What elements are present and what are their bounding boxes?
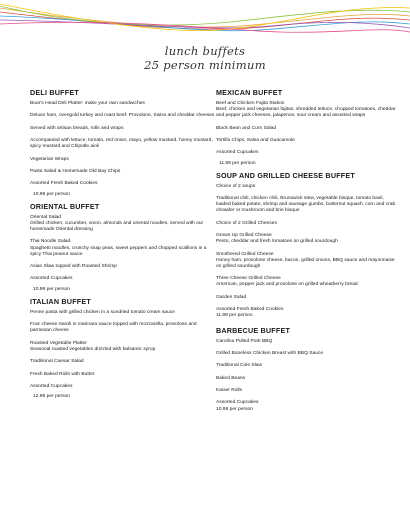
menu-item: Grown Up Grilled Cheese Pesto, cheddar and fresh tomatoes on grilled sourdough xyxy=(216,233,338,245)
menu-item: Kaiser Rolls xyxy=(216,388,243,394)
price-label: 10.99 per person xyxy=(33,286,70,292)
menu-item: Roasted Vegetable Platter Seasonal roasted vegetables drizzled with balsamic syrup xyxy=(30,340,156,352)
menu-item: Accompanied with lettuce, tomato, red onion, mayo, yellow mustard, honey mustard, spicy mustard and Chipotle aioli xyxy=(30,138,213,150)
menu-item: Vegetarian Wraps xyxy=(30,156,69,162)
price-label: 10.99 per person xyxy=(33,191,70,197)
title-line-1: lunch buffets xyxy=(164,44,246,58)
menu-item: Baked Beans xyxy=(216,375,246,381)
menu-item: Traditional Cole Slaw xyxy=(216,363,263,369)
right-column xyxy=(216,88,396,419)
menu-item: Traditional chili, chicken chili, Brunswick stew, vegetable bisque, tomato basil, loaded baked potato, shrimp and sausage gumbo, butternut squash, corn and crab chowder or mushroom and brie bisque xyxy=(216,196,396,214)
menu-item: Garden Salad xyxy=(216,294,247,300)
menu-title xyxy=(0,44,410,72)
price-label: 11.99 per person xyxy=(219,160,256,166)
menu-item: Oriental Salad Grilled chicken, cucumber, onion, almonds and oriental noodles, served with our homemade Oriental dressing xyxy=(30,214,204,233)
menu-item: Assorted Cupcakes xyxy=(216,150,259,156)
menu-item: Deluxe ham, ovengold turkey and roast beef: Provolone, Swiss and cheddar cheeses xyxy=(30,113,215,119)
menu-item: Traditional Caesar Salad xyxy=(30,359,84,365)
menu-item: Carolina Pulled Pork BBQ xyxy=(216,338,273,344)
mexican-buffet-heading: MEXICAN BUFFET xyxy=(216,88,283,97)
italian-buffet-heading: ITALIAN BUFFET xyxy=(30,296,91,306)
menu-item: Assorted Cupcakes 10.99 per person xyxy=(216,400,259,412)
soup-and-grilled-cheese-buffet-heading: SOUP AND GRILLED CHEESE BUFFET xyxy=(216,170,355,180)
menu-item: Penne pasta with grilled chicken in a sundried tomato cream sauce xyxy=(30,309,175,315)
menu-item: Assorted Fresh Baked Cookies xyxy=(30,181,98,187)
menu-item: Three Cheese Grilled Cheese American, pepper jack and provolone on grilled wheatberry bread xyxy=(216,276,358,288)
deli-buffet-heading: DELI BUFFET xyxy=(30,88,79,97)
title-line-2: 25 person minimum xyxy=(144,58,266,72)
menu-item: Tortilla Chips, Salsa and Guacamole xyxy=(216,137,295,143)
menu-item: Choice of 2 soups xyxy=(216,183,256,189)
menu-item: Assorted Fresh Baked Cookies 11.99 per person xyxy=(216,307,284,319)
decorative-lines xyxy=(0,0,410,40)
menu-item: Grilled Boneless Chicken Breast with BBQ Sauce xyxy=(216,350,324,356)
left-column xyxy=(30,88,216,404)
menu-item: Assorted Cupcakes xyxy=(30,383,73,389)
menu-item: Choice of 2 Grilled Cheeses xyxy=(216,220,277,226)
menu-item: Served with artisan breads, rolls and wraps xyxy=(30,125,124,131)
menu-item: Black Bean and Corn Salad xyxy=(216,125,277,131)
menu-item: Boar's Head Deli Platter: make your own sandwiches xyxy=(30,101,145,106)
menu-item: Assorted Cupcakes xyxy=(30,276,73,282)
barbecue-buffet-heading: BARBECUE BUFFET xyxy=(216,325,291,335)
menu-item: Smothered Grilled Cheese Honey ham, provolone cheese, bacon, grilled onions, BBQ sauce and mayonnaise on grilled sourdough xyxy=(216,251,395,269)
menu-item: Beef and Chicken Fajita Station Beef, chicken and vegetarian fajitas, shredded lettuce, chopped tomatoes, cheddar and pepper jack cheeses, jalapenos, sour cream and assorted wraps xyxy=(216,101,396,119)
menu-item: Pasta Salad & Homemade Old Bay Chips xyxy=(30,169,121,175)
menu-item: Fresh Baked Rolls with Butter xyxy=(30,371,95,377)
menu-item: Four cheese ravioli in marinara sauce topped with mozzarella, provolone and parmesan cheese xyxy=(30,322,197,334)
menu-item: Asian Slaw topped with Roasted Shrimp xyxy=(30,263,117,269)
oriental-buffet-heading: ORIENTAL BUFFET xyxy=(30,201,100,211)
menu-item: Thai Noodle Salad Spaghetti noodles, crunchy snap peas, sweet peppers and chopped scallions in a spicy Thai peanut sauce xyxy=(30,239,207,257)
price-label: 12.99 per person xyxy=(33,394,70,400)
